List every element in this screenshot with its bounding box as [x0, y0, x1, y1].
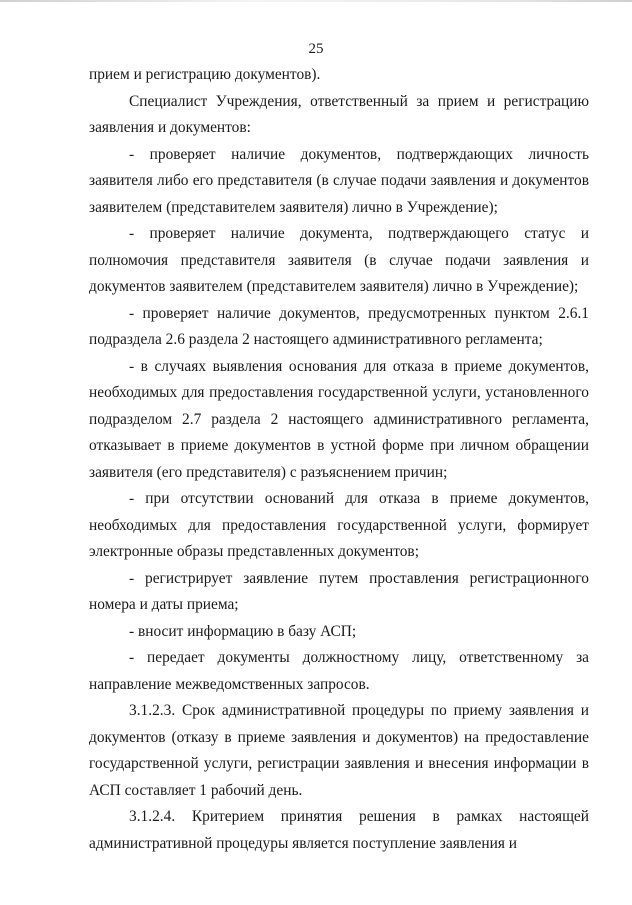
page-number: 25: [308, 41, 324, 57]
paragraph: - проверяет наличие документа, подтверждающего статус и полномочия представителя заявителя (в случае подачи заявления и документов заявителем (представителем заявителя) лично в Учреждение);: [89, 225, 589, 295]
paragraph: - регистрирует заявление путем проставления регистрационного номера и даты приема;: [89, 569, 589, 613]
paragraph: - проверяет наличие документов, подтверждающих личность заявителя либо его представителя (в случае подачи заявления и документов заявителем (представителем заявителя) лично в Учреждение);: [89, 145, 589, 216]
paragraph: - вносит информацию в базу АСП;: [129, 622, 357, 640]
paragraph: Специалист Учреждения, ответственный за прием и регистрацию заявления и документов:: [89, 92, 589, 136]
paragraph: 3.1.2.3. Срок административной процедуры по приему заявления и документов (отказу в приеме заявления и документов) на предоставление государственной услуги, регистрации заявления и внесения информации в АСП составляет 1 рабочий день.: [89, 702, 589, 799]
paragraph: - проверяет наличие документов, предусмотренных пунктом 2.6.1 подраздела 2.6 раздела 2 настоящего административного регламента;: [89, 304, 589, 348]
paragraph: прием и регистрацию документов).: [89, 66, 321, 83]
paragraph: 3.1.2.4. Критерием принятия решения в рамках настоящей административной процедуры является поступление заявления и: [89, 808, 589, 852]
paragraph: - при отсутствии оснований для отказа в приеме документов, необходимых для предоставления государственной услуги, формирует электронные образы представленных документов;: [89, 490, 589, 560]
document-body: [89, 62, 589, 857]
paragraph: - в случаях выявления основания для отказа в приеме документов, необходимых для предоставления государственной услуги, установленного подразделом 2.7 раздела 2 настоящего административного регламента, отказывает в приеме документов в устной форме при личном обращении заявителя (его представителя) с разъяснением причин;: [89, 357, 589, 481]
scan-top-edge: [0, 0, 632, 2]
paragraph: - передает документы должностному лицу, ответственному за направление межведомственных запросов.: [89, 649, 589, 693]
